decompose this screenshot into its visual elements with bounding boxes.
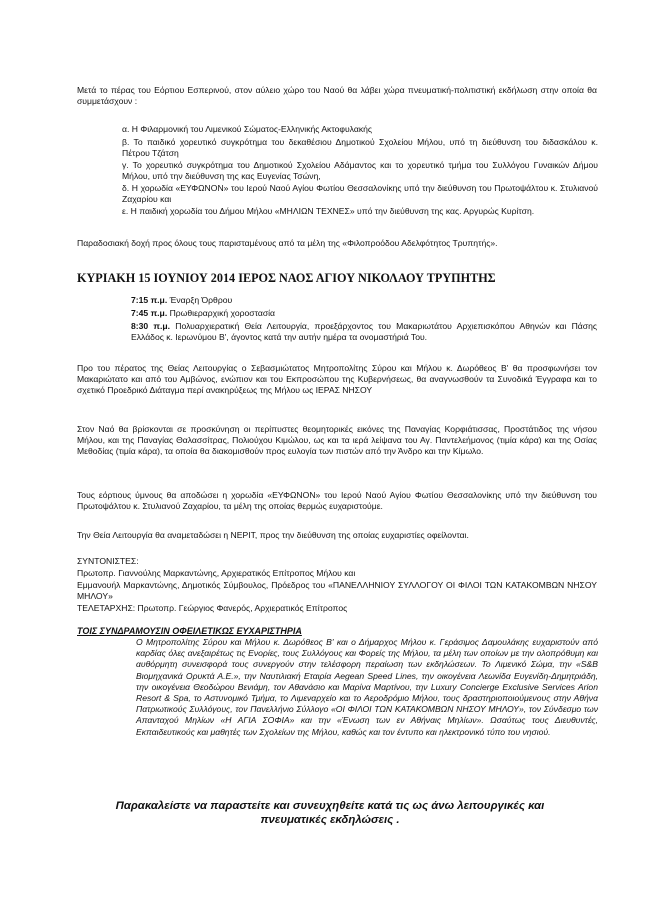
broadcast-paragraph: Την Θεία Λειτουργία θα αναμεταδώσει η ΝΕΡΙΤ, προς την διεύθυνση της οποίας ευχαριστίες οφείλονται. [77, 530, 469, 540]
intro-paragraph: Μετά το πέρας του Εόρτιου Εσπερινού, στον αύλειο χώρο του Ναού θα λάβει χώρα πνευματική-πολιτιστική εκδήλωση στην οποία θα συμμετάσχουν : [77, 85, 597, 107]
schedule-time-3: 8:30 π.μ. [131, 321, 171, 331]
schedule-item-2 [131, 308, 597, 319]
relics-paragraph: Στον Ναό θα βρίσκονται σε προσκύνηση οι περίπυστες θεομητορικές εικόνες της Παναγίας Κορφιάτισσας, Προστάτιδος της νήσου Μήλου, και της Παναγίας Θαλασσίτρας, Πολιούχου Κιμώλου, ως και τα ιερά λείψανα του Αγ. Παντελεήμονος (τιμία κάρα) και της Οσίας Μεθοδίας (τιμία κάρα), τα οποία θα διακομισθούν προς ευλογία των πιστών από την Άνδρο και την Κίμωλο. [77, 424, 597, 457]
participant-d: δ. Η χορωδία «ΕΥΦΩΝΟΝ» του Ιερού Ναού Αγίου Φωτίου Θεσσαλονίκης υπό την διεύθυνση του Πρωτοψάλτου κ. Στυλιανού Ζαχαρίου και [122, 183, 598, 205]
hymns-paragraph: Τους εόρτιους ύμνους θα αποδώσει η χορωδία «ΕΥΦΩΝΟΝ» του Ιερού Ναού Αγίου Φωτίου Θεσσαλονίκης υπό την διεύθυνση του Πρωτοψάλτου κ. Στυλιανού Ζαχαρίου, τα μέλη της οποίας θερμώς ευχαριστούμε. [77, 490, 597, 512]
schedule-item-1 [131, 295, 597, 306]
coordinator-2: Εμμανουήλ Μαρκαντώνης, Δημοτικός Σύμβουλος, Πρόεδρος του «ΠΑΝΕΛΛΗΝΙΟΥ ΣΥΛΛΟΓΟΥ ΟΙ ΦΙΛΟΙ ΤΩΝ ΚΑΤΑΚΟΜΒΩΝ ΝΗΣΟΥ ΜΗΛΟΥ» [77, 580, 597, 602]
schedule-time-1: 7:15 π.μ. [131, 295, 168, 305]
participant-c: γ. Το χορευτικό συγκρότημα του Δημοτικού Σχολείου Αδάμαντος και το χορευτικό τμήμα του Συλλόγου Γυναικών Δήμου Μήλου, υπό την διεύθυνση της κας Ευγενίας Τσώνη, [122, 160, 598, 182]
coordinator-1: Πρωτοπρ. Γιαννούλης Μαρκαντώνης, Αρχιερατικός Επίτροπος Μήλου και [77, 568, 356, 578]
thanks-title: ΤΟΙΣ ΣΥΝΔΡΑΜΟΥΣΙΝ ΟΦΕΙΛΕΤΙΚΩΣ ΕΥΧΑΡΙΣΤΗΡΙΑ [77, 626, 302, 636]
sunday-heading: ΚΥΡΙΑΚΗ 15 ΙΟΥΝΙΟΥ 2014 ΙΕΡΟΣ ΝΑΟΣ ΑΓΙΟΥ ΝΙΚΟΛΑΟΥ ΤΡΥΠΗΤΗΣ [77, 271, 496, 285]
participant-b: β. Το παιδικό χορευτικό συγκρότημα του δεκαθέσιου Δημοτικού Σχολείου Μήλου, υπό τη διεύθυνση του διδασκάλου κ. Πέτρου Τζάτση [122, 137, 598, 159]
liturgy-paragraph: Προ του πέρατος της Θείας Λειτουργίας ο Σεβασμιώτατος Μητροπολίτης Σύρου και Μήλου κ. Δωρόθεος Β' θα προσφωνήσει τον Μακαριώτατο και από του Αμβώνος, ενώπιον και του Εκπροσώπου της Κυβερνήσεως, θα αναγνωσθούν τα Συνοδικά Έγγραφα και το σχετικό Προεδρικό Διάταγμα περί ανακηρύξεως της Μήλου ως ΙΕΡΑΣ ΝΗΣΟΥ [77, 363, 597, 396]
schedule-time-2: 7:45 π.μ. [131, 308, 168, 318]
master-of-ceremonies: ΤΕΛΕΤΑΡΧΗΣ: Πρωτοπρ. Γεώργιος Φανερός, Αρχιερατικός Επίτροπος [77, 603, 348, 613]
coordinators-label: ΣΥΝΤΟΝΙΣΤΕΣ: [77, 556, 139, 566]
reception-paragraph: Παραδοσιακή δοχή προς όλους τους παρισταμένους από τα μέλη της «Φιλοπροόδου Αδελφότητος Τρυπητής». [77, 238, 498, 248]
participant-a: α. Η Φιλαρμονική του Λιμενικού Σώματος-Ελληνικής Ακτοφυλακής [122, 124, 373, 134]
schedule-text-1: Έναρξη Όρθρου [167, 295, 233, 305]
schedule-text-3: Πολυαρχιερατική Θεία Λειτουργία, προεξάρχοντος του Μακαριωτάτου Αρχιεπισκόπου Αθηνών και Πάσης Ελλάδος κ. Ιερωνύμου Β', άγοντος κατά την αυτήν ημέρα τα ονομαστήριά Του. [131, 321, 597, 343]
closing-invitation: Παρακαλείστε να παραστείτε και συνευχηθείτε κατά τις ως άνω λειτουργικές και πνευματικές εκδηλώσεις . [115, 800, 545, 827]
thanks-body: Ο Μητροπολίτης Σύρου και Μήλου κ. Δωρόθεος Β' και ο Δήμαρχος Μήλου κ. Γεράσιμος Δαμουλάκης ευχαριστούν από καρδίας όλες ανεξαιρέτως τις Ενορίες, τους Συλλόγους και Φορείς της Μήλου, τα μέλη των οποίων με την ολοπρόθυμη και αυθόρμητη συνεισφορά τους συνεργούν στην τελέσφορη περαίωση των εκδηλώσεων. Το Λιμενικό Σώμα, την «S&B Βιομηχανικά Ορυκτά Α.Ε.», την Ναυτιλιακή Εταιρία Aegean Speed Lines, την οικογένεια Λεωνίδα Ευγενίδη-Δημητριάδη, την οικογένεια Θεοδώρου Βενιάμη, τον Αθανάσιο και Μαρίνα Μαρτίνου, την Luxury Concierge Exclusive Services Arion Resort & Spa, το Αστυνομικό Τμήμα, το Λιμεναρχείο και το Αεροδρόμιο Μήλου, τους δραστηριοποιούμενους στην Αθήνα Πατριωτικούς Συλλόγους, τον Πανελλήνιο Σύλλογο «ΟΙ ΦΙΛΟΙ ΤΩΝ ΚΑΤΑΚΟΜΒΩΝ ΝΗΣΟΥ ΜΗΛΟΥ», τον Σύνδεσμο των Απανταχού Μηλίων «Η ΑΓΙΑ ΣΟΦΙΑ» και την «Ένωση των εν Αθήναις Μηλίων». Ωσαύτως τους Διευθυντές, Εκπαιδευτικούς και μαθητές των Σχολείων της Μήλου, καθώς και τον έντυπο και ηλεκτρονικό τύπο του νησιού. [136, 637, 598, 737]
schedule-item-3 [131, 321, 597, 343]
participant-e: ε. Η παιδική χορωδία του Δήμου Μήλου «ΜΗΛΙΩΝ ΤΕΧΝΕΣ» υπό την διεύθυνση της κας. Αργυρώς Κυρίτση. [122, 206, 535, 216]
schedule-text-2: Πρωθιεραρχική χοροστασία [167, 308, 275, 318]
